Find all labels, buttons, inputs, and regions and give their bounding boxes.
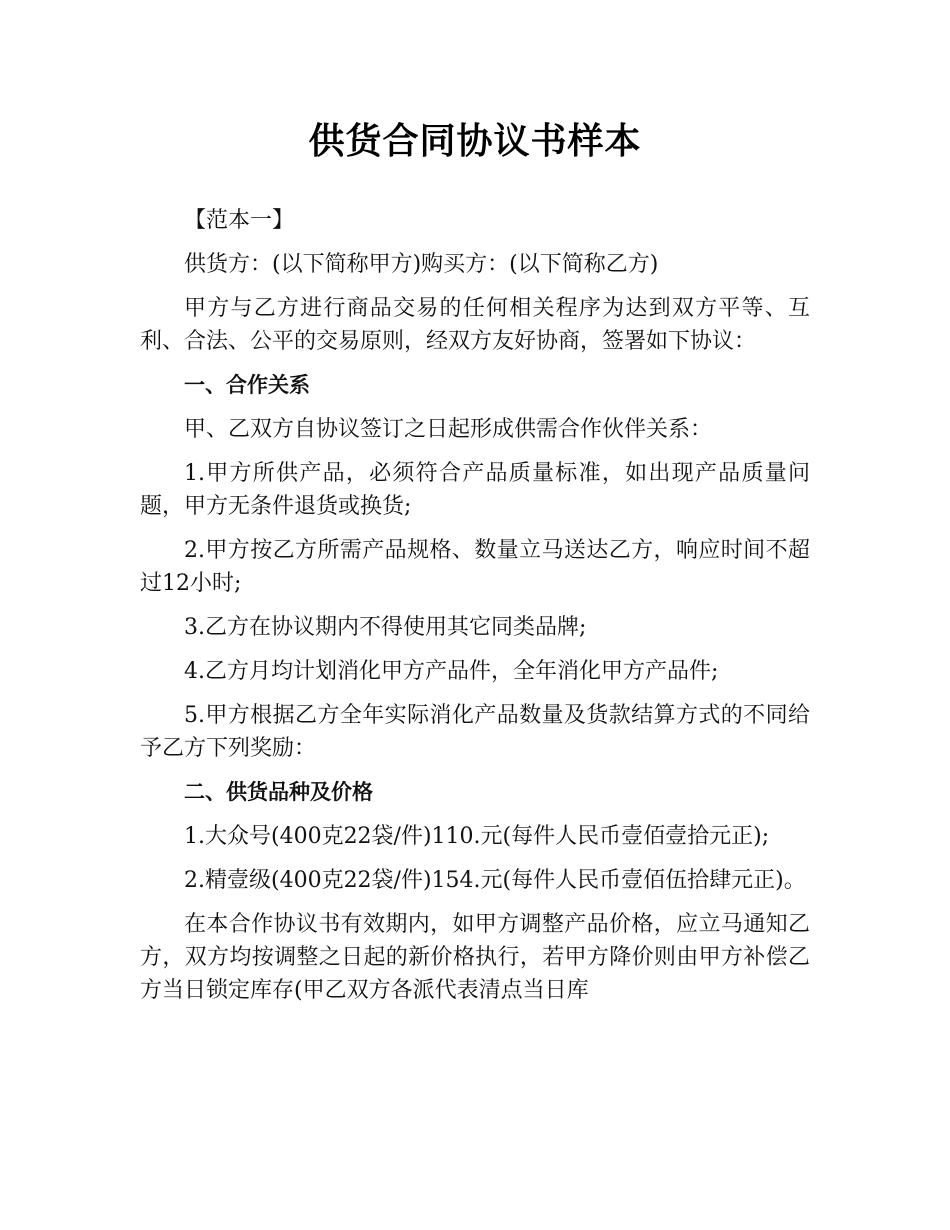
paragraph: 4.乙方月均计划消化甲方产品件，全年消化甲方产品件;: [184, 659, 719, 684]
paragraph: 甲、乙双方自协议签订之日起形成供需合作伙伴关系：: [184, 417, 713, 442]
paragraph: 3.乙方在协议期内不得使用其它同类品牌;: [184, 615, 587, 640]
document-title: 供货合同协议书样本: [308, 121, 642, 162]
paragraph: 2.精壹级(400克22袋/件)154.元(每件人民币壹佰伍拾肆元正)。: [184, 868, 806, 893]
paragraph: 【范本一】: [184, 208, 295, 233]
paragraph: 1.甲方所供产品，必须符合产品质量标准，如出现产品质量问题，甲方无条件退货或换货;: [140, 461, 810, 519]
paragraph: 甲方与乙方进行商品交易的任何相关程序为达到双方平等、互利、合法、公平的交易原则，经双方友好协商，签署如下协议：: [140, 296, 810, 354]
section-heading: 一、合作关系: [184, 373, 310, 397]
paragraph: 5.甲方根据乙方全年实际消化产品数量及货款结算方式的不同给予乙方下列奖励：: [140, 703, 810, 761]
document-body: [140, 204, 810, 1007]
paragraph: 在本合作协议书有效期内，如甲方调整产品价格，应立马通知乙方，双方均按调整之日起的新价格执行，若甲方降价则由甲方补偿乙方当日锁定库存(甲乙双方各派代表清点当日库: [140, 912, 810, 1003]
paragraph: 1.大众号(400克22袋/件)110.元(每件人民币壹佰壹拾元正);: [184, 824, 770, 849]
section-heading: 二、供货品种及价格: [184, 780, 373, 804]
paragraph: 供货方：(以下简称甲方)购买方：(以下简称乙方): [184, 252, 659, 277]
paragraph: 2.甲方按乙方所需产品规格、数量立马送达乙方，响应时间不超过12小时;: [140, 538, 810, 596]
